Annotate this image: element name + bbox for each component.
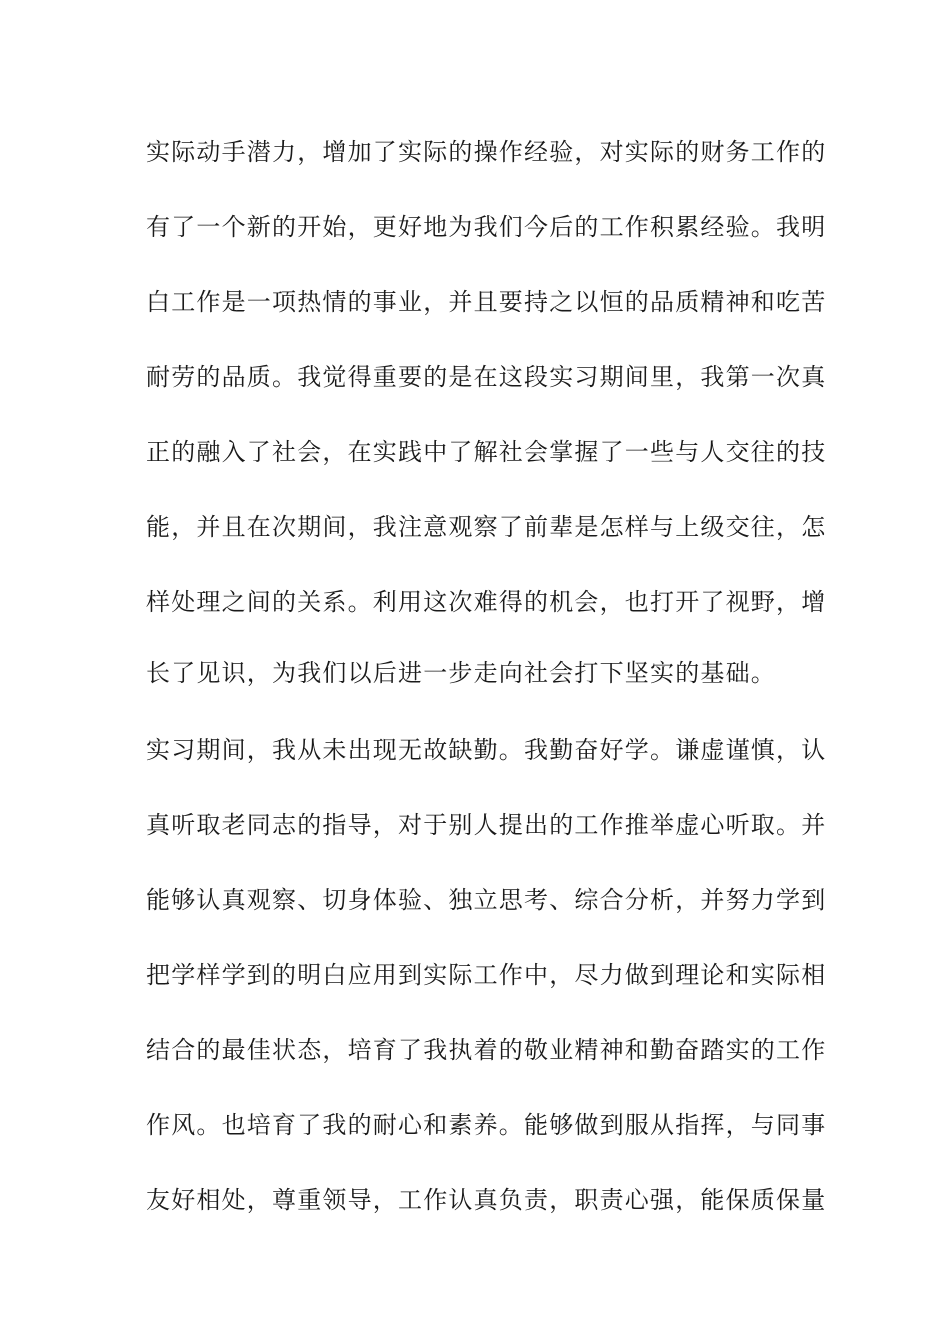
text-line: 能够认真观察、切身体验、独立思考、综合分析，并努力学到	[146, 886, 827, 914]
text-line: 耐劳的品质。我觉得重要的是在这段实习期间里，我第一次真	[146, 363, 827, 391]
text-line: 白工作是一项热情的事业，并且要持之以恒的品质精神和吃苦	[146, 288, 827, 316]
text-line: 有了一个新的开始，更好地为我们今后的工作积累经验。我明	[146, 213, 827, 241]
text-line: 结合的最佳状态，培育了我执着的敬业精神和勤奋踏实的工作	[146, 1036, 827, 1064]
text-line: 把学样学到的明白应用到实际工作中，尽力做到理论和实际相	[146, 961, 827, 989]
text-line: 友好相处，尊重领导，工作认真负责，职责心强，能保质保量	[146, 1186, 827, 1214]
text-line: 正的融入了社会，在实践中了解社会掌握了一些与人交往的技	[146, 438, 827, 466]
text-line: 真听取老同志的指导，对于别人提出的工作推举虚心听取。并	[146, 811, 827, 839]
text-line: 实际动手潜力，增加了实际的操作经验，对实际的财务工作的	[146, 138, 827, 166]
text-line: 作风。也培育了我的耐心和素养。能够做到服从指挥，与同事	[146, 1111, 827, 1139]
text-line: 样处理之间的关系。利用这次难得的机会，也打开了视野，增	[146, 588, 827, 616]
text-line: 能，并且在次期间，我注意观察了前辈是怎样与上级交往，怎	[146, 513, 827, 541]
text-line: 长了见识，为我们以后进一步走向社会打下坚实的基础。	[146, 659, 776, 687]
text-line: 实习期间，我从未出现无故缺勤。我勤奋好学。谦虚谨慎，认	[146, 736, 827, 764]
